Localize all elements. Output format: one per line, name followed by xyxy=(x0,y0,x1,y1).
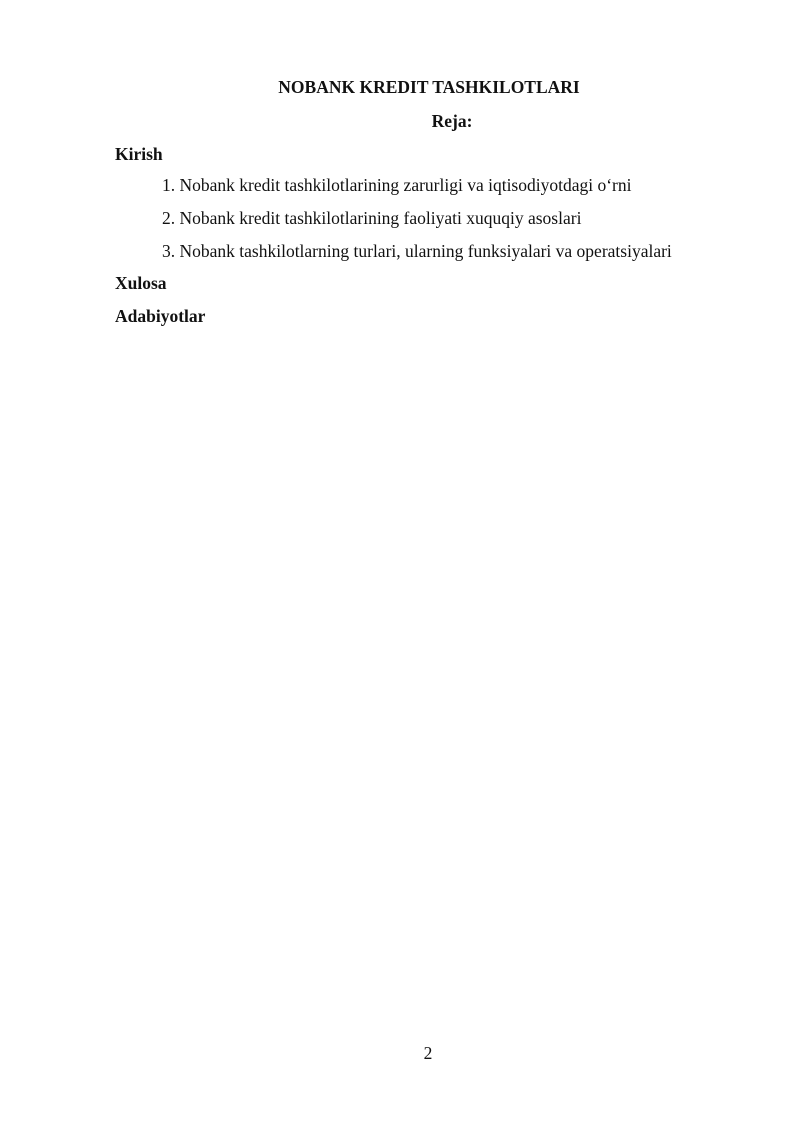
plan-item: 1. Nobank kredit tashkilotlarining zarurligi va iqtisodiyotdagi o‘rni xyxy=(162,175,632,195)
plan-heading: Reja: xyxy=(431,111,473,131)
intro-heading: Kirish xyxy=(115,144,163,164)
conclusion-heading: Xulosa xyxy=(115,273,167,293)
document-title: NOBANK KREDIT TASHKILOTLARI xyxy=(278,77,580,97)
page-number: 2 xyxy=(423,1043,433,1063)
plan-item: 3. Nobank tashkilotlarning turlari, ularning funksiyalari va operatsiyalari xyxy=(162,241,672,261)
plan-item: 2. Nobank kredit tashkilotlarining faoliyati xuquqiy asoslari xyxy=(162,208,582,228)
references-heading: Adabiyotlar xyxy=(115,306,206,326)
plan-list xyxy=(162,174,672,273)
